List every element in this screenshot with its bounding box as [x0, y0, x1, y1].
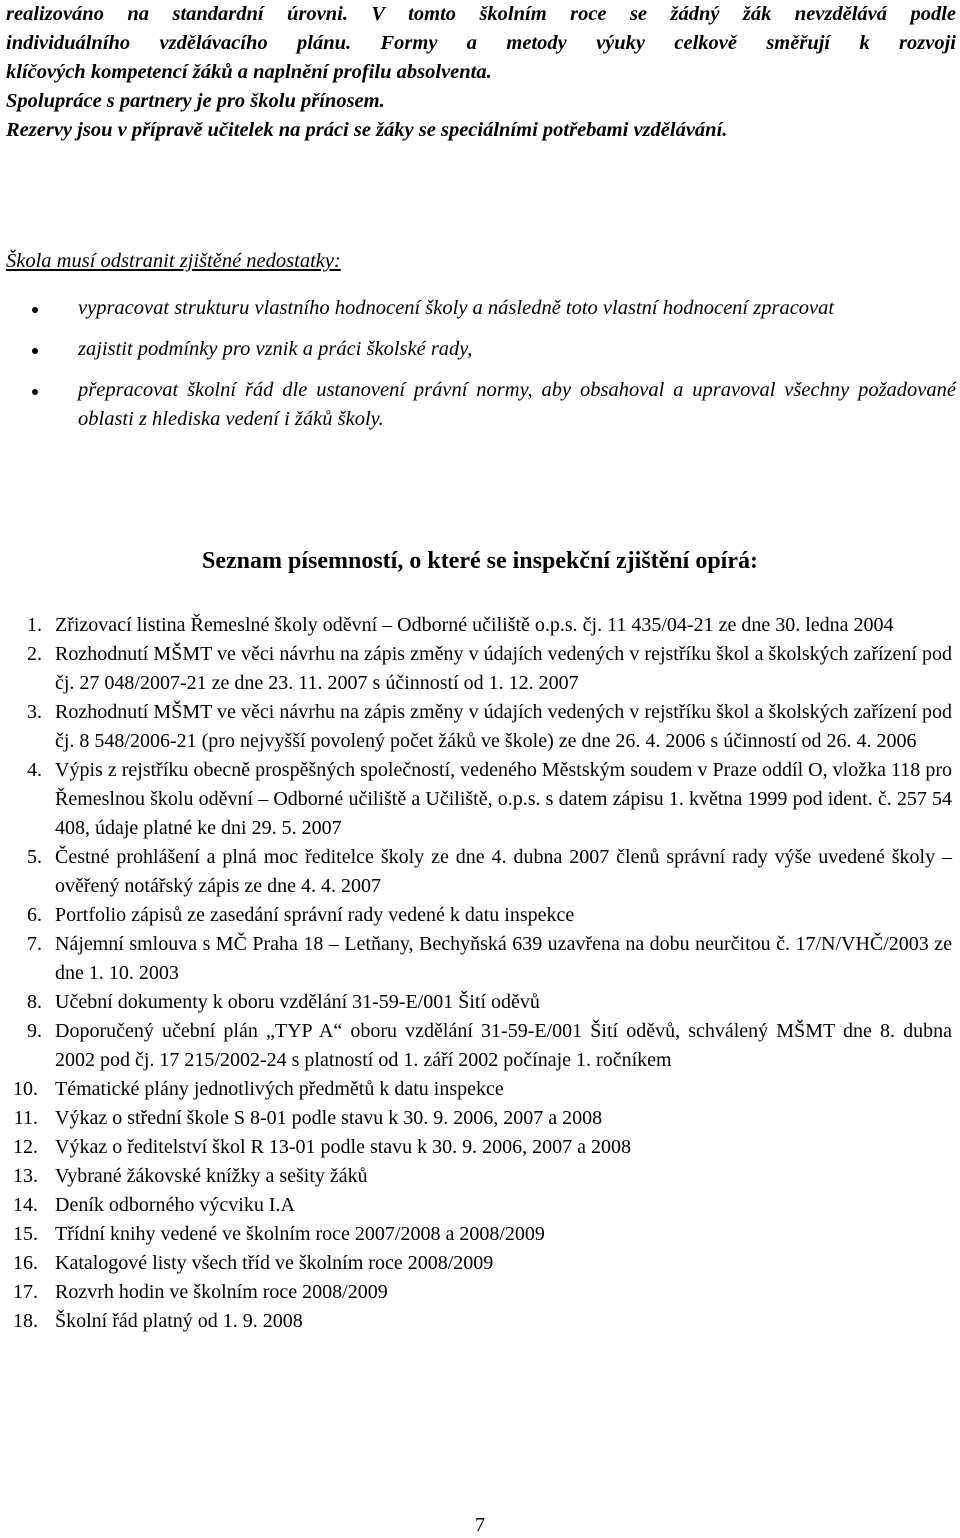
document-number: 4. — [27, 759, 42, 781]
bullet-icon — [32, 307, 38, 313]
document-text: Rozhodnutí MŠMT ve věci návrhu na zápis změny v údajích vedených v rejstříku škol a školských zařízení pod čj. 27 048/2007-21 ze dne 23. 11. 2007 s účinností od 1. 12. 2007 — [55, 643, 952, 694]
shortcoming-text: zajistit podmínky pro vznik a práci školské rady, — [78, 338, 473, 360]
document-number: 14. — [13, 1194, 38, 1216]
intro-line: Rezervy jsou v přípravě učitelek na práci se žáky se speciálními potřebami vzdělávání. — [6, 119, 728, 141]
shortcoming-text: vypracovat strukturu vlastního hodnocení školy a následně toto vlastní hodnocení zpracovat — [78, 297, 835, 319]
shortcoming-item — [6, 376, 956, 434]
shortcoming-text: přepracovat školní řád dle ustanovení právní normy, aby obsahoval a upravoval všechny požadované oblasti z hlediska vedení i žáků školy. — [78, 379, 956, 430]
bullet-icon — [32, 389, 38, 395]
document-number: 15. — [13, 1223, 38, 1245]
document-number: 1. — [27, 614, 42, 636]
document-item — [8, 1278, 952, 1307]
document-text: Školní řád platný od 1. 9. 2008 — [55, 1310, 303, 1332]
document-text: Zřizovací listina Řemeslné školy oděvní – Odborné učiliště o.p.s. čj. 11 435/04-21 ze dne 30. ledna 2004 — [55, 614, 894, 636]
document-text: Deník odborného výcviku I.A — [55, 1194, 295, 1216]
document-text: Tématické plány jednotlivých předmětů k datu inspekce — [55, 1078, 504, 1100]
document-number: 17. — [13, 1281, 38, 1303]
page-number: 7 — [475, 1514, 485, 1536]
shortcoming-item — [6, 335, 956, 364]
document-item — [8, 930, 952, 988]
document-item — [8, 1220, 952, 1249]
shortcoming-item — [6, 294, 956, 323]
document-item — [8, 1075, 952, 1104]
document-item — [8, 1162, 952, 1191]
document-text: Učební dokumenty k oboru vzdělání 31-59-E/001 Šití oděvů — [55, 991, 540, 1013]
document-item — [8, 843, 952, 901]
document-text: Vybrané žákovské knížky a sešity žáků — [55, 1165, 368, 1187]
document-item — [8, 698, 952, 756]
document-text: Rozhodnutí MŠMT ve věci návrhu na zápis změny v údajích vedených v rejstříku škol a školských zařízení pod čj. 8 548/2006-21 (pro nejvyšší povolený počet žáků ve škole) ze dne 26. 4. 2006 s účinností od 26. 4. 2006 — [55, 701, 952, 752]
document-item — [8, 640, 952, 698]
document-number: 11. — [13, 1107, 38, 1129]
document-item — [8, 611, 952, 640]
shortcomings-section — [6, 247, 956, 434]
document-number: 16. — [13, 1252, 38, 1274]
intro-paragraph — [6, 0, 956, 145]
document-item — [8, 1249, 952, 1278]
document-item — [8, 1133, 952, 1162]
documents-list — [8, 611, 952, 1336]
document-text: Katalogové listy všech tříd ve školním roce 2008/2009 — [55, 1252, 494, 1274]
document-text: Výkaz o ředitelství škol R 13-01 podle stavu k 30. 9. 2006, 2007 a 2008 — [55, 1136, 632, 1158]
document-item — [8, 1307, 952, 1336]
document-number: 6. — [27, 904, 42, 926]
document-number: 9. — [27, 1020, 42, 1042]
document-text: Portfolio zápisů ze zasedání správní rady vedené k datu inspekce — [55, 904, 575, 926]
document-number: 10. — [13, 1078, 38, 1100]
document-text: Čestné prohlášení a plná moc ředitelce školy ze dne 4. dubna 2007 členů správní rady výše uvedené školy – ověřený notářský zápis ze dne 4. 4. 2007 — [55, 846, 952, 897]
document-number: 3. — [27, 701, 42, 723]
document-number: 13. — [13, 1165, 38, 1187]
intro-line: klíčových kompetencí žáků a naplnění profilu absolventa. — [6, 61, 492, 83]
document-item — [8, 1191, 952, 1220]
document-item — [8, 756, 952, 843]
document-text: Třídní knihy vedené ve školním roce 2007/2008 a 2008/2009 — [55, 1223, 545, 1245]
documents-heading: Seznam písemností, o které se inspekční zjištění opírá: — [202, 548, 758, 574]
document-text: Rozvrh hodin ve školním roce 2008/2009 — [55, 1281, 388, 1303]
document-item — [8, 988, 952, 1017]
bullet-icon — [32, 348, 38, 354]
document-item — [8, 901, 952, 930]
document-item — [8, 1017, 952, 1075]
document-number: 18. — [13, 1310, 38, 1332]
document-text: Nájemní smlouva s MČ Praha 18 – Letňany, Bechyňská 639 uzavřena na dobu neurčitou č. 17/N/VHČ/2003 ze dne 1. 10. 2003 — [55, 933, 952, 984]
document-text: Doporučený učební plán „TYP A“ oboru vzdělání 31-59-E/001 Šití oděvů, schválený MŠMT dne 8. dubna 2002 pod čj. 17 215/2002-24 s platností od 1. září 2002 počínaje 1. ročníkem — [55, 1020, 952, 1071]
document-number: 8. — [27, 991, 42, 1013]
intro-line: realizováno na standardní úrovni. V tomto školním roce se žádný žák nevzdělává podle — [6, 3, 956, 25]
intro-line: Spolupráce s partnery je pro školu přínosem. — [6, 90, 385, 112]
document-number: 7. — [27, 933, 42, 955]
intro-line: individuálního vzdělávacího plánu. Formy a metody výuky celkově směřují k rozvoji — [6, 32, 956, 54]
shortcomings-heading: Škola musí odstranit zjištěné nedostatky: — [6, 250, 341, 272]
document-item — [8, 1104, 952, 1133]
shortcomings-list — [6, 294, 956, 434]
document-number: 12. — [13, 1136, 38, 1158]
document-text: Výpis z rejstříku obecně prospěšných společností, vedeného Městským soudem v Praze oddíl O, vložka 118 pro Řemeslnou školu oděvní – Odborné učiliště a Učiliště, o.p.s. s datem zápisu 1. května 1999 pod ident. č. 257 54 408, údaje platné ke dni 29. 5. 2007 — [55, 759, 952, 839]
document-text: Výkaz o střední škole S 8-01 podle stavu k 30. 9. 2006, 2007 a 2008 — [55, 1107, 603, 1129]
document-number: 5. — [27, 846, 42, 868]
document-number: 2. — [27, 643, 42, 665]
